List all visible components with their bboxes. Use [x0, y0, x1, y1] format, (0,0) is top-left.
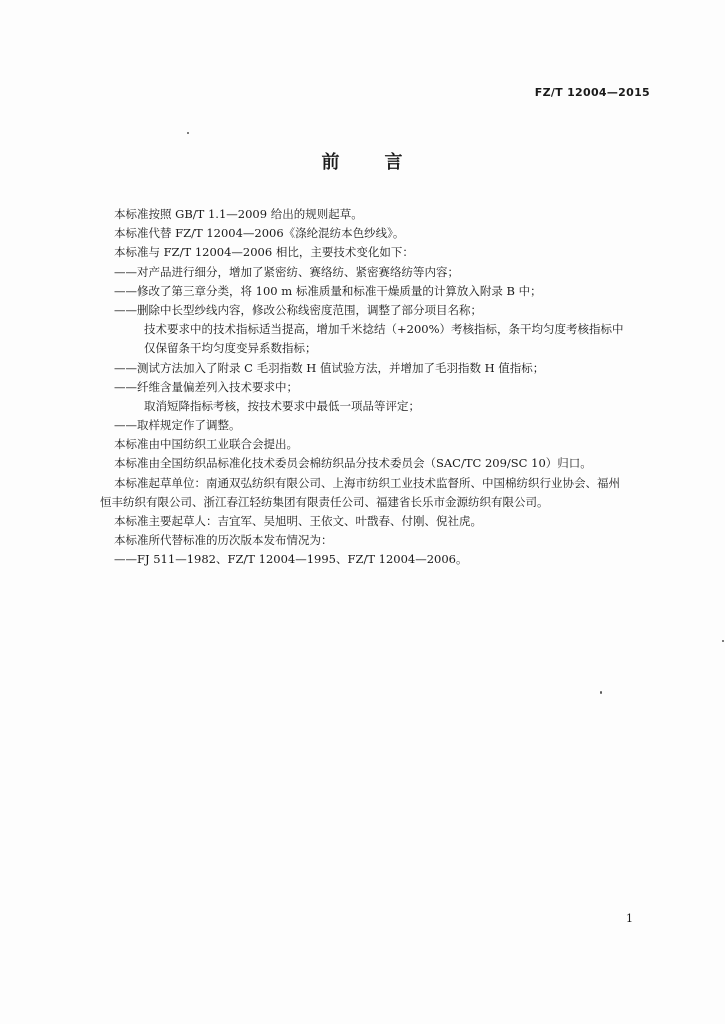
page-number: 1 — [626, 912, 633, 925]
text-line: 本标准主要起草人：吉宜军、吴旭明、王依文、叶戬春、付刚、倪社虎。 — [114, 514, 482, 528]
scan-speck — [187, 132, 189, 134]
text-line: 本标准所代替标准的历次版本发布情况为： — [114, 533, 333, 548]
text-line: 本标准起草单位：南通双弘纺织有限公司、上海市纺织工业技术监督所、中国棉纺织行业协会、福州 — [114, 475, 620, 490]
text-line: 技术要求中的技术指标适当提高，增加千米捻结（+200%）考核指标，条干均匀度考核指标中 — [144, 322, 624, 337]
text-line: ——测试方法加入了附录 C 毛羽指数 H 值试验方法，并增加了毛羽指数 H 值指标； — [114, 360, 545, 375]
page-title — [0, 148, 725, 174]
foreword-body — [100, 205, 660, 570]
text-line: 恒丰纺织有限公司、浙江春江轻纺集团有限责任公司、福建省长乐市金源纺织有限公司。 — [100, 494, 549, 509]
text-line: 本标准由中国纺织工业联合会提出。 — [114, 437, 298, 452]
text-line: ——对产品进行细分，增加了紧密纺、赛络纺、紧密赛络纺等内容； — [114, 264, 459, 279]
title-char-2: 言 — [384, 152, 404, 173]
scan-speck — [600, 691, 602, 694]
text-line: 仅保留条干均匀度变异系数指标； — [144, 341, 317, 356]
text-line: 取消短降指标考核，按技术要求中最低一项品等评定； — [144, 398, 420, 413]
text-line: ——FJ 511—1982、FZ/T 12004—1995、FZ/T 12004—2006。 — [114, 552, 468, 567]
text-line: 本标准由全国纺织品标准化技术委员会棉纺织品分技术委员会（SAC/TC 209/SC 10）归口。 — [114, 456, 592, 471]
text-line: ——纤维含量偏差列入技术要求中； — [114, 379, 298, 394]
scan-speck — [722, 640, 724, 642]
text-line: ——修改了第三章分类，将 100 m 标准质量和标准干燥质量的计算放入附录 B 中； — [114, 283, 542, 298]
text-line: ——取样规定作了调整。 — [114, 418, 241, 433]
text-line: 本标准按照 GB/T 1.1—2009 给出的规则起草。 — [114, 207, 363, 221]
text-line: 本标准代替 FZ/T 12004—2006《涤纶混纺本色纱线》。 — [114, 226, 405, 241]
text-line: ——删除中长型纱线内容，修改公称线密度范围，调整了部分项目名称； — [114, 302, 482, 317]
title-char-1: 前 — [321, 152, 341, 173]
standard-code: FZ/T 12004—2015 — [534, 86, 650, 99]
text-line: 本标准与 FZ/T 12004—2006 相比，主要技术变化如下： — [114, 245, 414, 260]
